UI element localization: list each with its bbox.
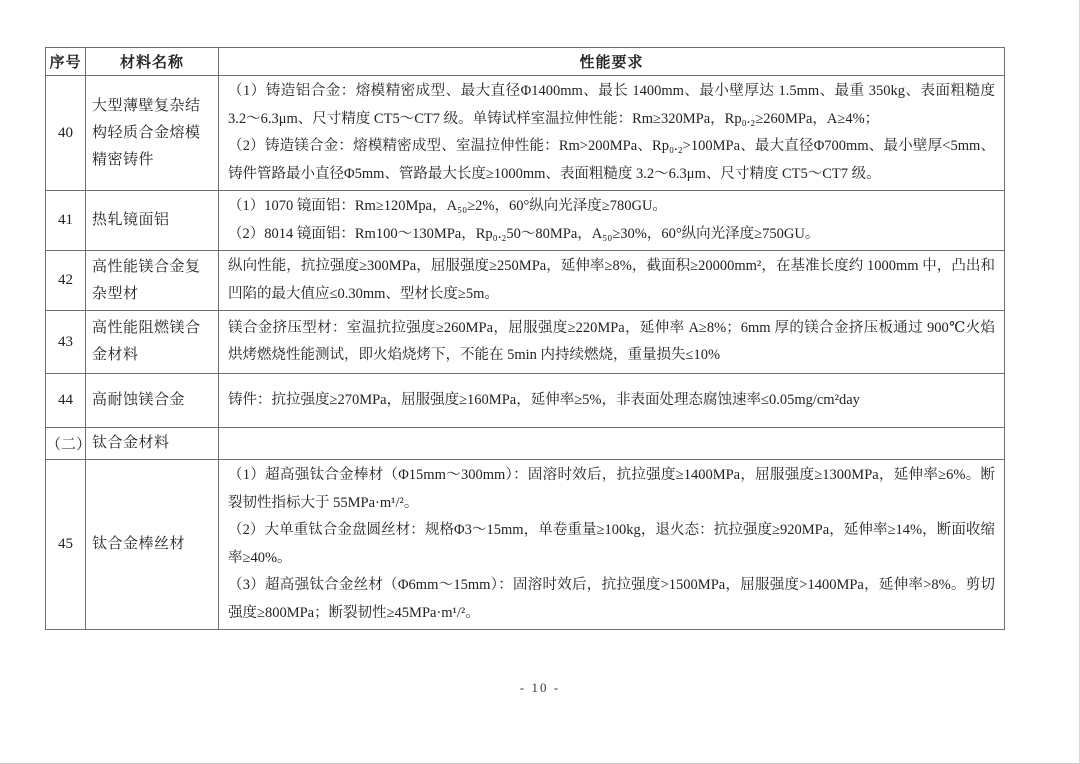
- performance-item: 纵向性能，抗拉强度≥300MPa，屈服强度≥250MPa，延伸率≥8%，截面积≥20000mm²，在基准长度约 1000mm 中，凸出和凹陷的最大值应≤0.30mm、型材长度≥5m。: [228, 258, 995, 302]
- table-row: [46, 460, 1005, 630]
- row-number-cell: 44: [46, 374, 86, 428]
- performance-cell: [219, 251, 1005, 311]
- row-number-cell: 41: [46, 191, 86, 251]
- header-material-name: 材料名称: [86, 48, 219, 76]
- performance-cell: [219, 460, 1005, 630]
- material-name-cell: 高性能镁合金复杂型材: [86, 251, 219, 311]
- performance-item: （1）铸造铝合金：熔模精密成型、最大直径Φ1400mm、最长 1400mm、最小壁厚达 1.5mm、最重 350kg、表面粗糙度 3.2～6.3μm、尺寸精度 CT5～CT7 级。单铸试样室温拉伸性能：Rm≥320MPa，Rp₀.₂≥260MPa，A≥4%；: [228, 83, 995, 127]
- performance-item: （3）超高强钛合金丝材（Φ6mm～15mm）：固溶时效后，抗拉强度>1500MPa，屈服强度>1400MPa，延伸率>8%。剪切强度≥800MPa；断裂韧性≥45MPa·m¹/²。: [228, 577, 995, 621]
- header-performance-requirements: 性能要求: [219, 48, 1005, 76]
- performance-item: 镁合金挤压型材：室温抗拉强度≥260MPa，屈服强度≥220MPa，延伸率 A≥8%；6mm 厚的镁合金挤压板通过 900℃火焰烘烤燃烧性能测试，即火焰烧烤下，不能在 5min 内持续燃烧，重量损失≤10%: [228, 319, 995, 363]
- table-header-row: [46, 48, 1005, 76]
- performance-cell: [219, 191, 1005, 251]
- table-row: [46, 374, 1005, 428]
- material-name-cell: 大型薄壁复杂结构轻质合金熔模精密铸件: [86, 76, 219, 191]
- section-title-cell: 钛合金材料: [86, 428, 219, 460]
- table-row: [46, 191, 1005, 251]
- row-number-cell: 40: [46, 76, 86, 191]
- row-number-cell: 42: [46, 251, 86, 311]
- performance-item: （2）大单重钛合金盘圆丝材：规格Φ3～15mm，单卷重量≥100kg，退火态：抗拉强度≥920MPa，延伸率≥14%，断面收缩率≥40%。: [228, 522, 995, 566]
- material-name-cell: 热轧镜面铝: [86, 191, 219, 251]
- material-name-cell: 高耐蚀镁合金: [86, 374, 219, 428]
- performance-cell: [219, 374, 1005, 428]
- table-row: [46, 311, 1005, 374]
- section-divider-row: [46, 428, 1005, 460]
- performance-item: （1）1070 镜面铝：Rm≥120Mpa，A₅₀≥2%，60°纵向光泽度≥780GU。: [228, 198, 667, 214]
- header-serial-number: 序号: [46, 48, 86, 76]
- performance-item: （2）铸造镁合金：熔模精密成型、室温拉伸性能：Rm>200MPa、Rp₀.₂>100MPa、最大直径Φ700mm、最小壁厚<5mm、铸件管路最小直径Φ5mm、管路最大长度≥1000mm、表面粗糙度 3.2～6.3μm、尺寸精度 CT5～CT7 级。: [228, 138, 995, 182]
- performance-cell: [219, 428, 1005, 460]
- performance-item: 铸件：抗拉强度≥270MPa，屈服强度≥160MPa，延伸率≥5%，非表面处理态腐蚀速率≤0.05mg/cm²day: [228, 391, 860, 408]
- table-row: [46, 251, 1005, 311]
- section-number-cell: （二）: [46, 428, 86, 460]
- row-number-cell: 45: [46, 460, 86, 630]
- performance-item: （2）8014 镜面铝：Rm100～130MPa，Rp₀.₂50～80MPa，A₅₀≥30%，60°纵向光泽度≥750GU。: [228, 225, 820, 242]
- row-number-cell: 43: [46, 311, 86, 374]
- materials-spec-table: [45, 47, 1005, 630]
- page-number: - 10 -: [519, 680, 561, 695]
- performance-item: （1）超高强钛合金棒材（Φ15mm～300mm）：固溶时效后，抗拉强度≥1400MPa，屈服强度≥1300MPa，延伸率≥6%。断裂韧性指标大于 55MPa·m¹/²。: [228, 467, 995, 511]
- table-row: [46, 76, 1005, 191]
- performance-cell: [219, 311, 1005, 374]
- performance-cell: [219, 76, 1005, 191]
- material-name-cell: 高性能阻燃镁合金材料: [86, 311, 219, 374]
- material-name-cell: 钛合金棒丝材: [86, 460, 219, 630]
